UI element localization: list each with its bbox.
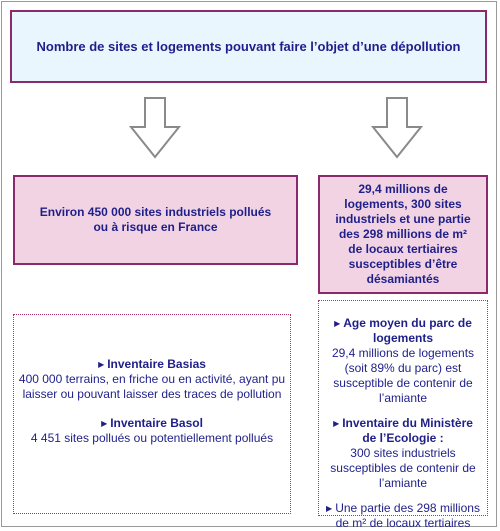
bullet-triangle-icon: ▶ [101, 419, 108, 428]
bullet-triangle-icon: ▶ [326, 504, 333, 513]
detail-text: 29,4 millions de logements (soit 89% du parc) est susceptible de contenir de l’amiante [331, 346, 475, 405]
inventory-text: 4 451 sites pollués ou potentiellement pollués [30, 431, 274, 445]
detail-housing-age [325, 316, 481, 406]
housing-summary-text: 29,4 millions de logements, 300 sites industriels et une partie des 298 millions de m² de locaux tertiaires susceptibles d’être désamiantés [335, 182, 471, 286]
detail-text: 300 sites industriels susceptibles de contenir de l’amiante [330, 446, 476, 490]
header-title: Nombre de sites et logements pouvant faire l’objet d’une dépollution [36, 39, 461, 54]
inventories-box [13, 314, 291, 514]
bullet-triangle-icon: ▶ [333, 419, 340, 428]
inventory-title: Inventaire Basias [107, 357, 206, 371]
detail-ministry-inventory [325, 416, 481, 491]
detail-title: Inventaire du Ministère de l’Ecologie : [342, 416, 473, 445]
sites-summary-text: Environ 450 000 sites industriels pollués ou à risque en France [39, 205, 272, 234]
housing-details-box [318, 300, 488, 530]
bullet-triangle-icon: ▶ [98, 360, 105, 369]
inventory-basias [14, 357, 290, 402]
housing-summary-box [318, 175, 488, 294]
detail-title: Age moyen du parc de logements [343, 316, 472, 345]
header-box [10, 10, 487, 83]
inventory-title: Inventaire Basol [110, 416, 203, 430]
down-arrow-icon [371, 97, 423, 159]
detail-text: Une partie des 298 millions de m² de locaux tertiaires [335, 501, 480, 530]
sites-summary-box [13, 175, 298, 265]
down-arrow-icon [129, 97, 181, 159]
inventory-basol [14, 416, 290, 446]
detail-tertiary-premises [325, 501, 481, 531]
bullet-triangle-icon: ▶ [334, 319, 341, 328]
inventory-text: 400 000 terrains, en friche ou en activité, ayant pu laisser ou pouvant laisser des traces de pollution [18, 372, 286, 401]
